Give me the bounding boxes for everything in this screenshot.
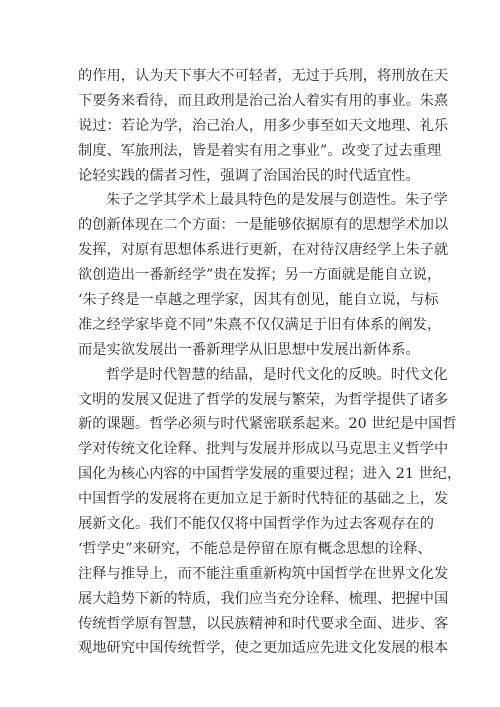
text-line: 中国哲学的发展将在更加立足于新时代特征的基础之上，发	[78, 491, 449, 508]
text-line: 准之经学家毕竟不同”朱熹不仅仅满足于旧有体系的阐发，	[78, 316, 442, 333]
text-line: 注释与推导上，而不能注重重新构筑中国哲学在世界文化发	[78, 565, 449, 582]
text-line: 哲学是时代智慧的结晶，是时代文化的反映。时代文化	[106, 366, 448, 383]
text-line: 展新文化。我们不能仅仅将中国哲学作为过去客观存在的	[78, 516, 434, 533]
paragraph-1	[78, 64, 449, 188]
text-line: 新的课题。哲学必须与时代紧密联系起来。20 世纪是中国哲	[78, 416, 457, 433]
paragraph-3	[78, 363, 462, 662]
text-line: 论轻实践的儒者习性，强调了治国治民的时代适宜性。	[78, 167, 420, 184]
text-line: 下要务来看待，而且政刑是治己治人着实有用的事业。朱熹	[78, 92, 449, 109]
text-line: 而是实欲发展出一番新理学从旧思想中发展出新体系。	[78, 341, 420, 358]
paragraph-2	[78, 188, 449, 362]
text-line: 文明的发展又促进了哲学的发展与繁荣，为哲学提供了诸多	[78, 391, 449, 408]
text-line: 的作用，认为天下事大不可轻者，无过于兵刑，将刑放在天	[78, 68, 449, 84]
text-line: 朱子之学其学术上最具特色的是发展与创造性。朱子学	[106, 192, 448, 209]
text-line: 欲创造出一番新经学”贵在发挥；另一方面就是能自立说，	[78, 267, 442, 284]
text-line: 发挥，对原有思想体系进行更新，在对待汉唐经学上朱子就	[78, 242, 449, 259]
body-text	[78, 64, 462, 661]
text-line: ‘哲学史”来研究，不能总是停留在原有概念思想的诠释、	[78, 540, 432, 557]
text-line: 说过：若论为学，治己治人，用多少事至如天文地理、礼乐	[78, 117, 449, 134]
text-line: 传统哲学原有智慧，以民族精神和时代要求全面、进步、客	[78, 615, 449, 632]
text-line: 国化为核心内容的中国哲学发展的重要过程；进入 21 世纪，	[78, 466, 462, 483]
text-line: 观地研究中国传统哲学，使之更加适应先进文化发展的根本	[78, 640, 449, 657]
text-line: 学对传统文化诠释、批判与发展并形成以马克思主义哲学中	[78, 441, 449, 458]
text-line: 的创新体现在二个方面：一是能够依据原有的思想学术加以	[78, 217, 449, 234]
text-line: ‘朱子终是一卓越之理学家，因其有创见，能自立说，与标	[78, 292, 439, 309]
text-line: 制度、军旅刑法，皆是着实有用之事业”。改变了过去重理	[78, 142, 442, 159]
text-line: 展大趋势下新的特质，我们应当充分诠释、梳理、把握中国	[78, 590, 449, 607]
